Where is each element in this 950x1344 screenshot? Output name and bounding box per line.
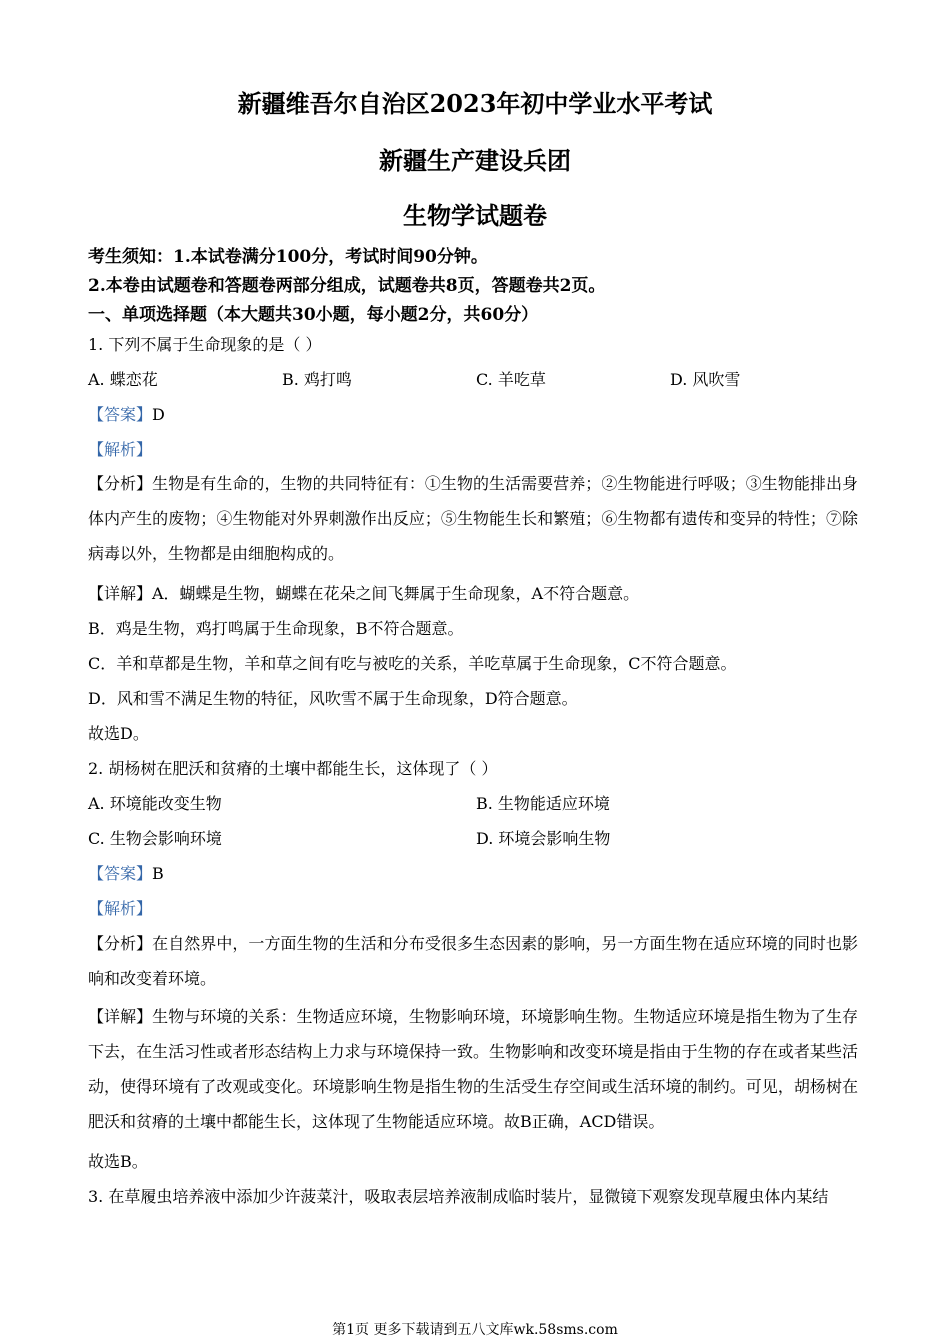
answer-tag: 【答案】 bbox=[88, 864, 153, 883]
page-footer: 第1页 更多下载请到五八文库wk.58sms.com bbox=[332, 1322, 618, 1338]
q1-analysis-paragraph: 【分析】生物是有生命的，生物的共同特征有：①生物的生活需要营养；②生物能进行呼吸；③生物能排出身体内产生的废物；④生物能对外界刺激作出反应；⑤生物能生长和繁殖；⑥生物都有遗传和变异的特性；⑦除病毒以外，生物都是由细胞构成的。 bbox=[88, 474, 858, 563]
q1-option-d: D. 风吹雪 bbox=[670, 370, 741, 389]
paper-title: 生物学试题卷 bbox=[403, 201, 547, 230]
q2-analysis-tag: 【解析】 bbox=[88, 899, 153, 918]
exam-title: 新疆维吾尔自治区2023年初中学业水平考试 bbox=[237, 89, 713, 118]
answer-value: B bbox=[152, 864, 164, 883]
q1-analysis-tag: 【解析】 bbox=[88, 440, 153, 459]
q2-option-c: C. 生物会影响环境 bbox=[88, 829, 222, 848]
q3-stem: 3. 在草履虫培养液中添加少许菠菜汁，吸取表层培养液制成临时装片，显微镜下观察发现草履虫体内某结 bbox=[88, 1187, 829, 1206]
q2-option-d: D. 环境会影响生物 bbox=[476, 829, 611, 848]
answer-tag: 【答案】 bbox=[88, 405, 153, 424]
q1-detail-c: C．羊和草都是生物，羊和草之间有吃与被吃的关系，羊吃草属于生命现象，C不符合题意。 bbox=[88, 654, 737, 673]
q1-option-c: C. 羊吃草 bbox=[476, 370, 546, 389]
q1-option-b: B. 鸡打鸣 bbox=[282, 370, 352, 389]
q1-detail-b: B．鸡是生物，鸡打鸣属于生命现象，B不符合题意。 bbox=[88, 619, 464, 638]
q2-analysis-paragraph: 【分析】在自然界中，一方面生物的生活和分布受很多生态因素的影响，另一方面生物在适应环境的同时也影响和改变着环境。 bbox=[88, 934, 858, 988]
q1-option-a: A. 蝶恋花 bbox=[88, 370, 158, 389]
q2-detail-paragraph: 【详解】生物与环境的关系：生物适应环境，生物影响环境，环境影响生物。生物适应环境是指生物为了生存下去，在生活习性或者形态结构上力求与环境保持一致。生物影响和改变环境是指由于生物的存在或者某些活动，使得环境有了改观或变化。环境影响生物是指生物的生活受生存空间或生活环境的制约。可见，胡杨树在肥沃和贫瘠的土壤中都能生长，这体现了生物能适应环境。故B正确，ACD错误。 bbox=[88, 1007, 858, 1131]
answer-value: D bbox=[152, 405, 165, 424]
q1-detail-a: 【详解】A．蝴蝶是生物，蝴蝶在花朵之间飞舞属于生命现象，A不符合题意。 bbox=[88, 584, 640, 603]
q2-option-b: B. 生物能适应环境 bbox=[476, 794, 610, 813]
notice-line-1: 考生须知：1.本试卷满分100分，考试时间90分钟。 bbox=[88, 247, 488, 267]
section-heading: 一、单项选择题（本大题共30小题，每小题2分，共60分） bbox=[88, 305, 539, 325]
notice-line-2: 2.本卷由试题卷和答题卷两部分组成，试题卷共8页，答题卷共2页。 bbox=[88, 276, 606, 296]
q1-detail-d: D．风和雪不满足生物的特征，风吹雪不属于生命现象，D符合题意。 bbox=[88, 689, 578, 708]
q1-stem: 1. 下列不属于生命现象的是（ ） bbox=[88, 335, 322, 354]
q2-conclusion: 故选B。 bbox=[88, 1152, 148, 1171]
q1-answer bbox=[88, 404, 165, 426]
q2-option-a: A. 环境能改变生物 bbox=[88, 794, 222, 813]
q2-stem: 2. 胡杨树在肥沃和贫瘠的土壤中都能生长，这体现了（ ） bbox=[88, 759, 498, 778]
q1-conclusion: 故选D。 bbox=[88, 724, 149, 743]
exam-subtitle: 新疆生产建设兵团 bbox=[379, 146, 571, 175]
q2-answer bbox=[88, 863, 164, 885]
